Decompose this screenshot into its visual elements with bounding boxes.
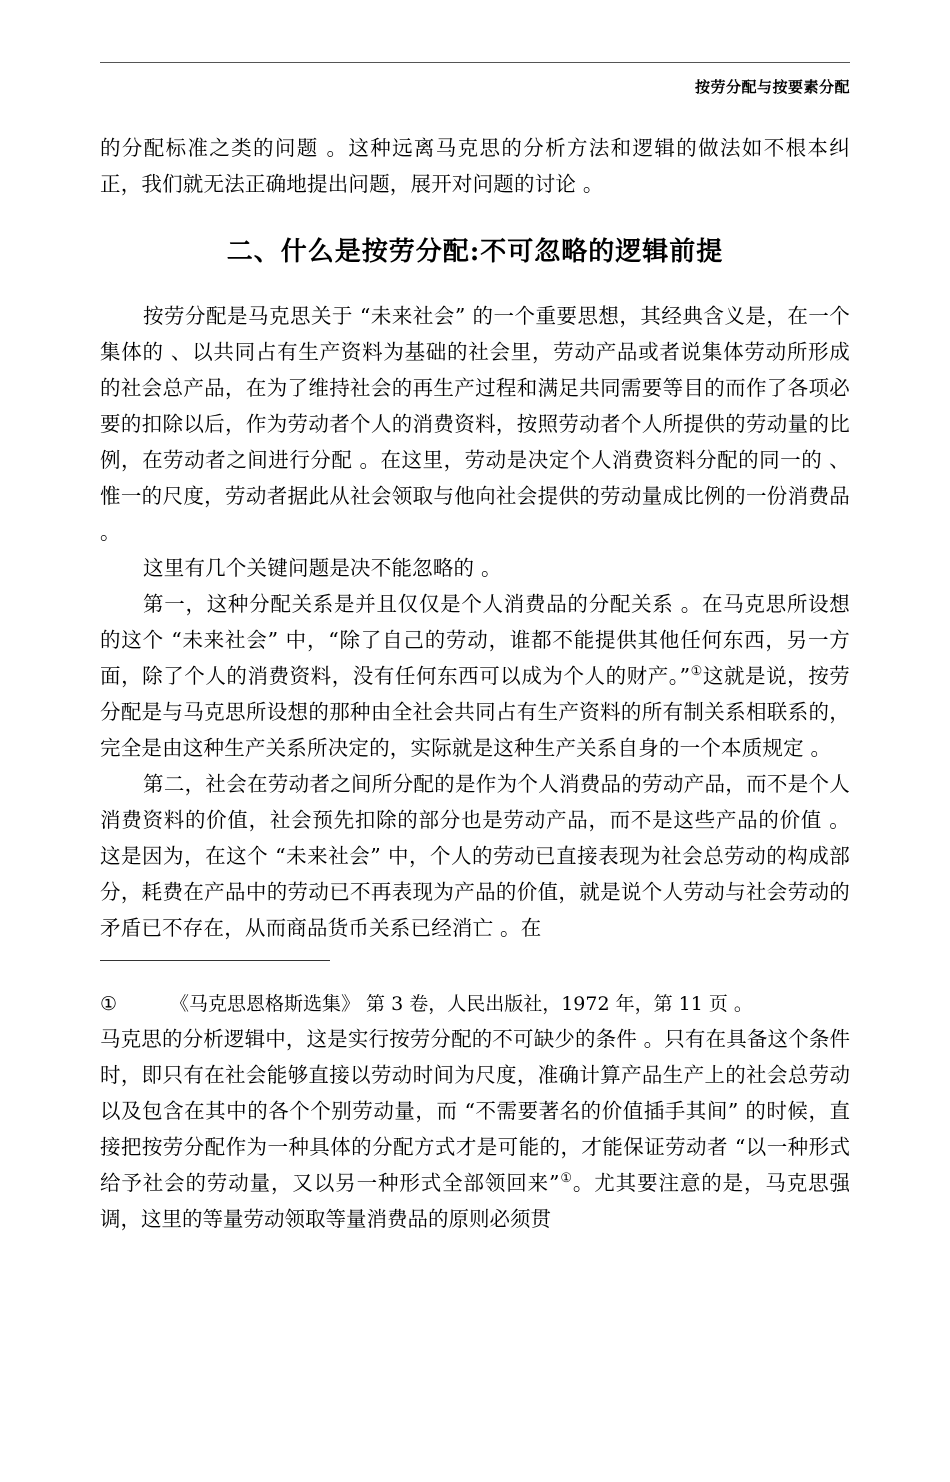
running-title: 按劳分配与按要素分配	[694, 78, 850, 96]
point-one-text-a: 第一，这种分配关系是并且仅仅是个人消费品的分配关系 。在马克思所设想的这个 “未来社会” 中，“除了自己的劳动，谁都不能提供其他任何东西，另一方面，除了个人的消费资料，没有任何东西可以成为个人的财产。”	[100, 592, 850, 688]
tail-text-b: 。尤其要注意的是，马克思强调，这里的等量劳动领取等量消费品的原则必须贯	[100, 1171, 851, 1231]
footnote-ref-1: ①	[690, 664, 703, 680]
tail-text-a: 马克思的分析逻辑中，这是实行按劳分配的不可缺少的条件 。只有在具备这个条件时，即只有在社会能够直接以劳动时间为尺度，准确计算产品生产上的社会总劳动以及包含在其中的各个个别劳动量，而 “不需要著名的价值插手其间” 的时候，直接把按劳分配作为一种具体的分配方式才是可能的，才能保证劳动者 “以一种形式给予社会的劳动量，又以另一种形式全部领回来”	[100, 1027, 850, 1195]
paragraph-point-two: 第二，社会在劳动者之间所分配的是作为个人消费品的劳动产品，而不是个人消费资料的价值，社会预先扣除的部分也是劳动产品，而不是这些产品的价值 。这是因为，在这个 “未来社会” 中，个人的劳动已直接表现为社会总劳动的构成部分，耗费在产品中的劳动已不再表现为产品的价值，就是说个人劳动与社会劳动的矛盾已不存在，从而商品货币关系已经消亡 。在	[100, 772, 850, 940]
footnote-marker: ①	[100, 993, 118, 1015]
paragraph-tail	[100, 1021, 850, 1237]
footnote-divider	[100, 960, 330, 961]
header-divider	[100, 62, 850, 63]
paragraph-definition: 按劳分配是马克思关于 “未来社会” 的一个重要思想，其经典含义是，在一个集体的 、以共同占有生产资料为基础的社会里，劳动产品或者说集体劳动所形成的社会总产品，在为了维持社会的再生产过程和满足共同需要等目的而作了各项必要的扣除以后，作为劳动者个人的消费资料，按照劳动者个人所提供的劳动量的比例，在劳动者之间进行分配 。在这里，劳动是决定个人消费资料分配的同一的 、惟一的尺度，劳动者据此从社会领取与他向社会提供的劳动量成比例的一份消费品 。	[100, 304, 850, 544]
page-header	[100, 62, 850, 102]
section-heading: 二、什么是按劳分配:不可忽略的逻辑前提	[226, 237, 724, 267]
paragraph-continuation: 的分配标准之类的问题 。这种远离马克思的分析方法和逻辑的做法如不根本纠正，我们就无法正确地提出问题，展开对问题的讨论 。	[100, 136, 850, 196]
page-content	[100, 130, 850, 1237]
footnote-ref-2: ①	[559, 1171, 573, 1187]
footnote-entry	[100, 987, 850, 1021]
paragraph-key-issues: 这里有几个关键问题是决不能忽略的 。	[143, 556, 502, 580]
point-one-text-b: 这就是说，按劳分配是与马克思所设想的那种由全社会共同占有生产资料的所有制关系相联系的，完全是由这种生产关系所决定的，实际就是这种生产关系自身的一个本质规定 。	[100, 664, 851, 760]
paragraph-point-one	[100, 586, 850, 766]
footnote-text: 《马克思恩格斯选集》 第 3 卷，人民出版社，1972 年，第 11 页 。	[170, 993, 753, 1015]
